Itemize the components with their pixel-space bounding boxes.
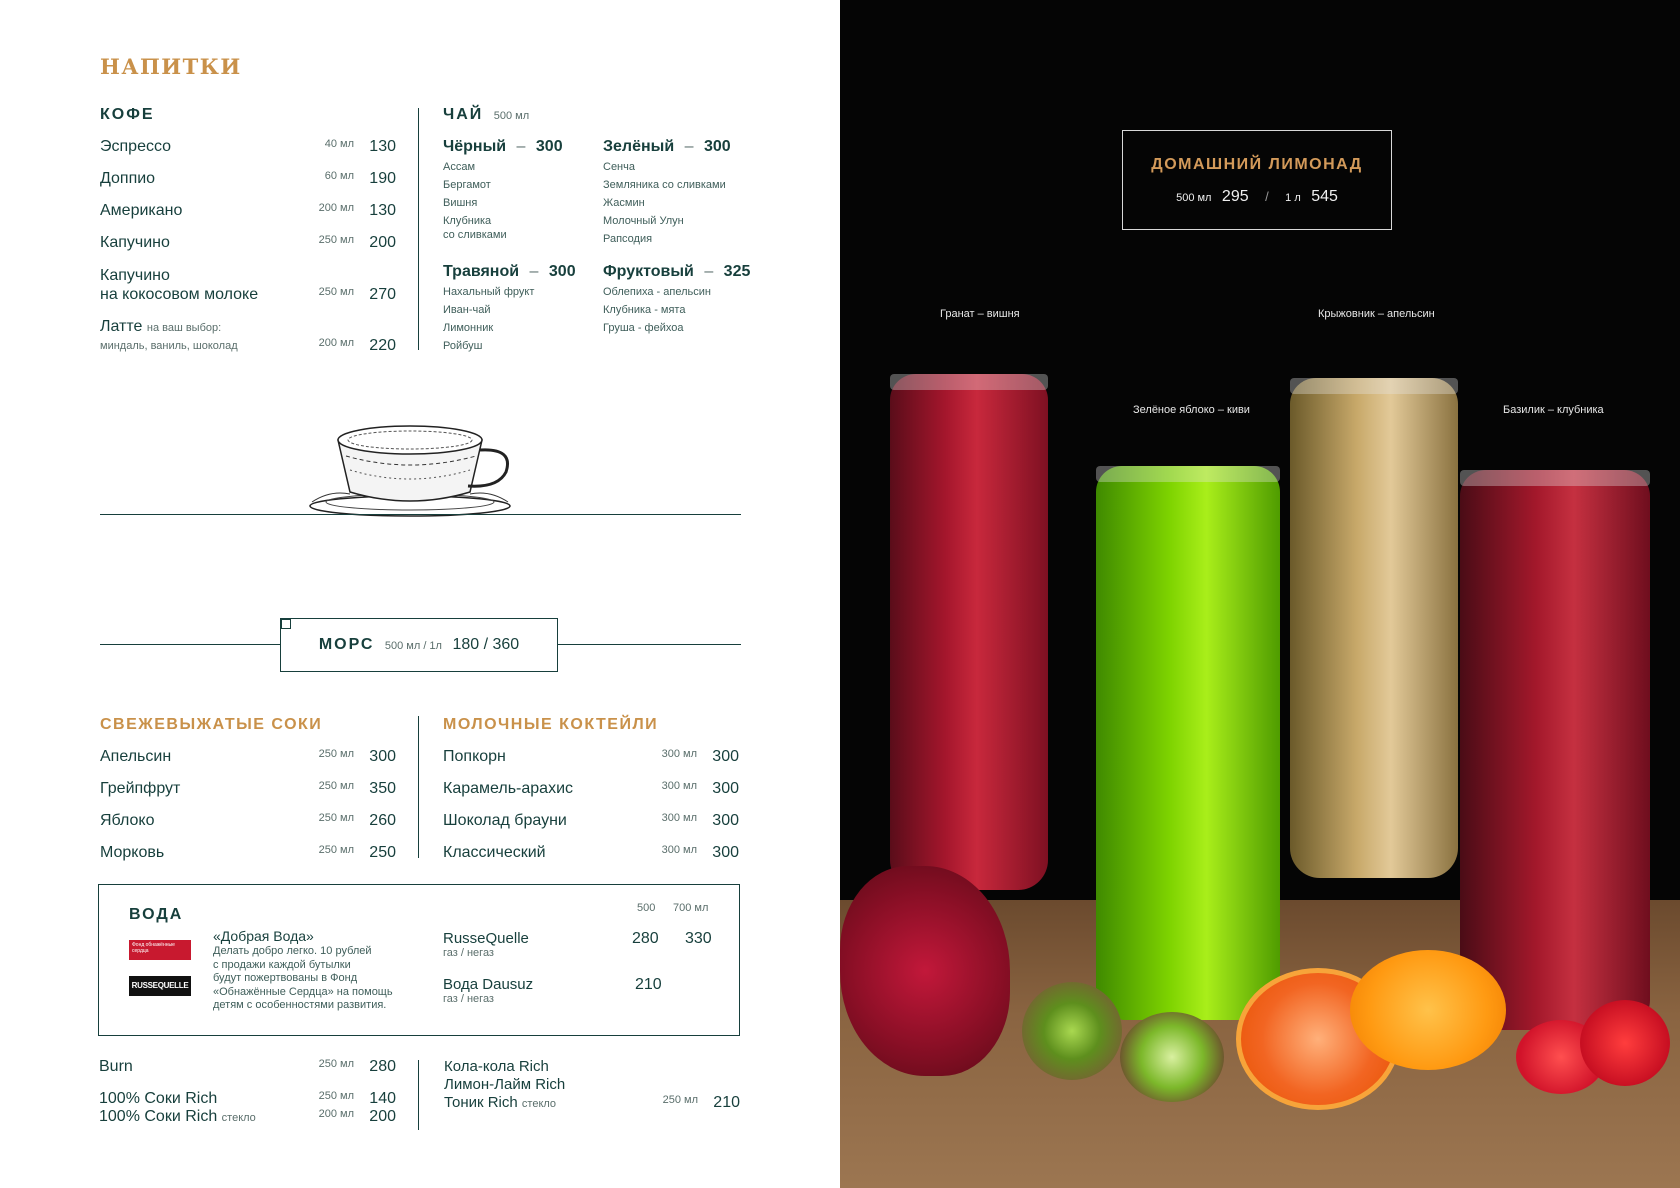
section-divider [100, 514, 741, 515]
coffee-latte-name: Латте на ваш выбор: миндаль, ваниль, шоколад [100, 318, 238, 352]
coffee-coconut-price: 250 мл 270 [318, 286, 396, 303]
coffee-item: Капучино 250 мл 200 [100, 234, 396, 251]
teacup-illustration [300, 410, 540, 518]
bottom-item: 100% Соки Rich 250 мл 140 [99, 1090, 396, 1107]
strawberry-icon [1580, 1000, 1670, 1086]
bottle-label: Зелёное яблоко – киви [1133, 404, 1250, 416]
pomegranate-icon [840, 866, 1010, 1076]
charity-logo: Фонд обнажённые сердца [129, 940, 191, 960]
page-title: НАПИТКИ [100, 54, 242, 79]
kiwi-icon [1022, 982, 1122, 1080]
milkshake-item: Попкорн 300 мл 300 [443, 748, 739, 765]
bottle-label: Крыжовник – апельсин [1318, 308, 1435, 320]
water-col-500: 500 [637, 902, 656, 914]
russequelle-logo: RUSSEQUELLE [129, 976, 191, 996]
juice-item: Яблоко 250 мл 260 [100, 812, 396, 829]
water-col-700: 700 мл [673, 902, 709, 914]
bottle-label: Гранат – вишня [940, 308, 1020, 320]
milkshake-item: Шоколад брауни 300 мл 300 [443, 812, 739, 829]
milkshake-item: Карамель-арахис 300 мл 300 [443, 780, 739, 797]
coffee-coconut-name: Капучино на кокосовом молоке [100, 267, 259, 303]
column-divider [418, 716, 419, 858]
tea-group: Фруктовый – 325 Облепиха - апельсин Клубника - мята Груша - фейхоа [603, 263, 751, 334]
lemonade-prices: 500 мл 295 / 1 л 545 [1176, 188, 1338, 205]
juice-item: Морковь 250 мл 250 [100, 844, 396, 861]
coffee-item: Доппио 60 мл 190 [100, 170, 396, 187]
column-divider [418, 1060, 419, 1130]
coffee-heading: КОФЕ [100, 106, 155, 123]
tea-group: Чёрный – 300 Ассам Бергамот Вишня Клубника со сливками [443, 138, 563, 241]
pomegranate-cherry-lemonade-bottle [890, 374, 1048, 890]
green-apple-kiwi-lemonade-bottle [1096, 466, 1280, 1020]
tea-group: Зелёный – 300 Сенча Земляника со сливками Жасмин Молочный Улун Рапсодия [603, 138, 731, 245]
mors-line-left [100, 644, 280, 645]
water-item: RusseQuelle газ / негаз 280 330 [443, 930, 712, 959]
mors-text: МОРС 500 мл / 1л 180 / 360 [318, 636, 520, 653]
coffee-latte-price: 200 мл 220 [318, 337, 396, 354]
lemonade-price-box [1122, 130, 1392, 230]
water-heading: ВОДА [129, 906, 184, 923]
water-item: Вода Dausuz газ / негаз 210 [443, 976, 662, 1005]
juice-item: Грейпфрут 250 мл 350 [100, 780, 396, 797]
column-divider [418, 108, 419, 350]
basil-strawberry-lemonade-bottle [1460, 470, 1650, 1030]
lemonade-title: ДОМАШНИЙ ЛИМОНАД [1151, 156, 1363, 173]
coffee-item: Американо 200 мл 130 [100, 202, 396, 219]
milkshakes-heading: МОЛОЧНЫЕ КОКТЕЙЛИ [443, 716, 659, 733]
mors-line-right [558, 644, 741, 645]
coffee-item: Эспрессо 40 мл 130 [100, 138, 396, 155]
kiwi-icon [1120, 1012, 1224, 1102]
soda-list: Кола-кола Rich Лимон-Лайм Rich Тоник Rich стекло [444, 1058, 566, 1111]
bottom-item: Burn 250 мл 280 [99, 1058, 396, 1075]
soda-price: 250 мл 210 [662, 1094, 740, 1111]
charity-text: «Добрая Вода» Делать добро легко. 10 рублей с продажи каждой бутылки будут пожертвованы в Фонд «Обнажённые Сердца» на помощь детям с особенностями развития. [213, 928, 393, 1011]
orange-icon [1350, 950, 1506, 1070]
tea-group: Травяной – 300 Нахальный фрукт Иван-чай Лимонник Ройбуш [443, 263, 576, 352]
gooseberry-orange-lemonade-bottle [1290, 378, 1458, 878]
juices-heading: СВЕЖЕВЫЖАТЫЕ СОКИ [100, 716, 323, 733]
juice-item: Апельсин 250 мл 300 [100, 748, 396, 765]
tea-heading: ЧАЙ 500 мл [443, 106, 530, 123]
bottom-item: 100% Соки Rich стекло 200 мл 200 [99, 1108, 396, 1125]
bottle-label: Базилик – клубника [1503, 404, 1604, 416]
milkshake-item: Классический 300 мл 300 [443, 844, 739, 861]
